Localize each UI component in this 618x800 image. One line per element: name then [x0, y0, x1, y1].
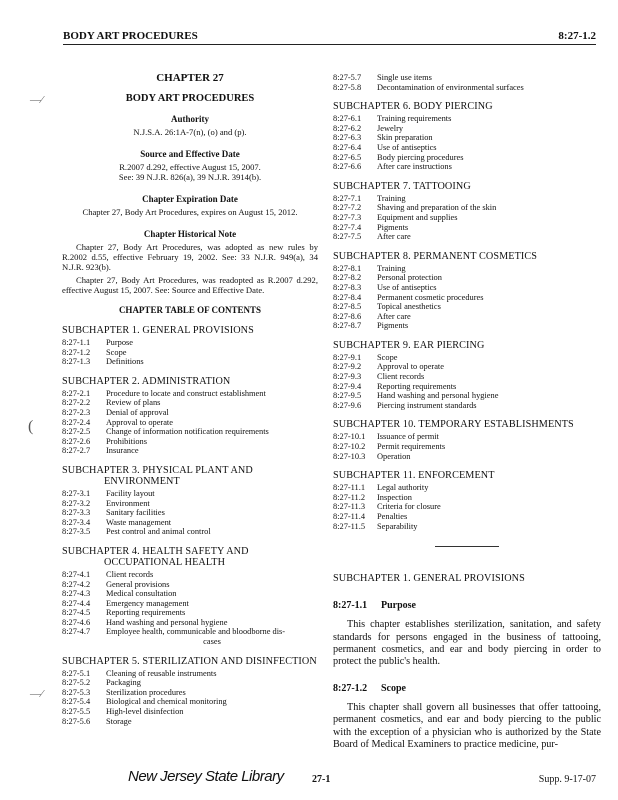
toc-subchapter-title: SUBCHAPTER 2. ADMINISTRATION — [62, 375, 231, 387]
toc-entry-title: Medical consultation — [106, 589, 177, 599]
toc-entry — [62, 589, 318, 599]
toc-entry-number: 8:27-9.3 — [333, 372, 362, 382]
toc-subchapter-title: SUBCHAPTER 8. PERMANENT COSMETICS — [333, 250, 538, 262]
toc-entry — [333, 353, 601, 363]
toc-entry-title: Piercing instrument standards — [377, 400, 477, 410]
toc-entry — [333, 293, 601, 303]
page-number: 27-1 — [312, 774, 331, 785]
toc-entry-number: 8:27-2.1 — [62, 388, 91, 398]
header-section: 8:27-1.2 — [558, 30, 596, 42]
toc-entry-number: 8:27-5.7 — [333, 73, 362, 82]
toc-entry-title: After care — [377, 232, 411, 242]
margin-mark-icon: ( — [28, 418, 34, 435]
scope-text: This chapter shall govern all businesses that offer tattooing, permanent cosmetics, and ear and body piercing to the public with the exception of a physician who is authorized by the State Board of Medical Examiners to practice medicine, pur- — [333, 701, 601, 751]
toc-entry-title: Pest control and animal control — [106, 527, 211, 537]
chapter-number: CHAPTER 27 — [156, 72, 224, 84]
toc-subchapter-title: SUBCHAPTER 4. HEALTH SAFETY AND — [62, 545, 249, 557]
toc-entry-number: 8:27-4.5 — [62, 608, 91, 618]
toc-entry-title: Definitions — [106, 357, 144, 367]
toc-entry — [333, 302, 601, 312]
toc-entry — [62, 489, 318, 499]
toc-entry-title: Penalties — [377, 512, 408, 521]
toc-entry-title: Storage — [106, 716, 132, 726]
toc-subchapter-title: SUBCHAPTER 10. TEMPORARY ESTABLISHMENTS — [333, 419, 574, 431]
toc-entry-number: 8:27-1.2 — [62, 347, 91, 357]
toc-entry-number: 8:27-10.2 — [333, 442, 366, 452]
toc-entry — [62, 678, 318, 688]
toc-entry — [62, 357, 318, 367]
toc-entry-title: Training requirements — [377, 114, 452, 124]
toc-entry-number: 8:27-2.6 — [62, 436, 91, 446]
toc-entry-number: 8:27-5.4 — [62, 697, 91, 707]
toc-entry — [333, 372, 601, 382]
toc-entry-title: Waste management — [106, 517, 172, 527]
toc-entry — [62, 570, 318, 580]
toc-entry-title: Skin preparation — [377, 133, 433, 143]
purpose-text: This chapter establishes sterilization, sanitation, and safety standards for persons engaged in the business of tattooing, permanent cosmetics, and ear and body piercing in order to protect the public's health. — [333, 619, 601, 668]
toc-entry-number: 8:27-8.5 — [333, 302, 362, 312]
toc-entry-number: 8:27-9.5 — [333, 391, 362, 401]
toc-entry — [333, 162, 601, 172]
toc-entry-number: 8:27-8.3 — [333, 282, 362, 292]
toc-entry — [333, 401, 601, 411]
toc-entry-number: 8:27-3.2 — [62, 498, 91, 508]
toc-entry-number: 8:27-1.3 — [62, 357, 91, 367]
library-stamp: New Jersey State Library — [128, 768, 284, 785]
toc-entry — [333, 194, 601, 204]
toc-entry-title: Reporting requirements — [106, 608, 186, 618]
toc-entry — [333, 442, 601, 452]
toc-entry-number: 8:27-3.4 — [62, 517, 91, 527]
toc-entry — [333, 312, 601, 322]
toc-entry — [333, 273, 601, 283]
toc-entry-title: Body piercing procedures — [377, 152, 464, 162]
section-title: Purpose — [381, 600, 416, 612]
toc-entry — [333, 73, 601, 83]
toc-entry-number: 8:27-4.4 — [62, 598, 91, 608]
history-para-2: Chapter 27, Body Art Procedures, was readopted as R.2007 d.292, effective August 15, 2007. See: Source and Effective Date. — [62, 275, 318, 295]
toc-entry-title: Personal protection — [377, 273, 442, 283]
toc-entry-number: 8:27-7.3 — [333, 212, 362, 222]
toc-entry — [333, 483, 601, 493]
toc-entry-number: 8:27-11.2 — [333, 492, 366, 502]
toc-entry-number: 8:27-9.2 — [333, 362, 362, 372]
toc-entry — [62, 527, 318, 537]
toc-entry — [62, 508, 318, 518]
toc-entry-title: After care instructions — [377, 162, 452, 172]
toc-entry — [333, 83, 601, 93]
toc-entry-title: Prohibitions — [106, 436, 147, 446]
authority-text: N.J.S.A. 26:1A-7(n), (o) and (p). — [133, 127, 247, 137]
toc-entry-title: Reporting requirements — [377, 381, 457, 391]
toc-entry-number: 8:27-9.6 — [333, 400, 362, 410]
running-header — [63, 30, 596, 44]
toc-entry-title: Facility layout — [106, 488, 155, 498]
chapter-name: BODY ART PROCEDURES — [125, 93, 255, 104]
toc-entry-number: 8:27-9.4 — [333, 381, 362, 391]
toc-right — [333, 101, 601, 531]
toc-entry-title: After care — [377, 311, 411, 321]
margin-mark-icon: —⁄ — [30, 688, 43, 700]
expiration-text: Chapter 27, Body Art Procedures, expires on August 15, 2012. — [82, 207, 298, 217]
toc-entry-number: 8:27-11.4 — [333, 512, 366, 521]
toc-entry-number: 8:27-10.3 — [333, 451, 366, 461]
toc-entry — [333, 153, 601, 163]
toc-subchapter-title: SUBCHAPTER 6. BODY PIERCING — [333, 101, 493, 113]
toc-entry — [62, 348, 318, 358]
toc-entry-title: Scope — [377, 352, 398, 362]
authority-heading: Authority — [171, 114, 209, 124]
history-heading: Chapter Historical Note — [143, 229, 237, 239]
toc-entry-number: 8:27-6.3 — [333, 133, 362, 143]
toc-entry-number: 8:27-5.8 — [333, 82, 362, 92]
toc-entry-title: High-level disinfection — [106, 707, 184, 717]
toc-entry-number: 8:27-5.5 — [62, 707, 91, 717]
toc-entry-title: Insurance — [106, 446, 139, 456]
toc-entry-number: 8:27-4.2 — [62, 579, 91, 589]
toc-entry-title: Packaging — [106, 678, 141, 688]
toc-entry — [62, 608, 318, 618]
toc-entry-number: 8:27-6.5 — [333, 152, 362, 162]
toc-entry-title: Permanent cosmetic procedures — [377, 292, 484, 302]
toc-entry-number: 8:27-2.2 — [62, 398, 91, 408]
toc-entry-title: Employee health, communicable and bloodborne dis- — [106, 627, 286, 637]
toc-entry-number: 8:27-2.3 — [62, 407, 91, 417]
toc-entry-number: 8:27-5.6 — [62, 716, 91, 726]
toc-entry — [333, 321, 601, 331]
toc-entry-title: Jewelry — [377, 123, 404, 133]
toc-entry — [62, 427, 318, 437]
toc-entry-number: 8:27-7.2 — [333, 203, 362, 213]
toc-entry-number: 8:27-9.1 — [333, 352, 362, 362]
header-rule — [63, 44, 596, 45]
toc-entry — [333, 232, 601, 242]
toc-entry — [333, 283, 601, 293]
toc-entry-number: 8:27-8.7 — [333, 321, 362, 331]
toc-entry-number: 8:27-7.4 — [333, 222, 362, 232]
section-title: Scope — [381, 682, 406, 694]
toc-entry — [62, 717, 318, 727]
toc-entry — [333, 223, 601, 233]
toc-subchapter-title: SUBCHAPTER 7. TATTOOING — [333, 180, 471, 192]
toc-subchapter-title: SUBCHAPTER 3. PHYSICAL PLANT AND — [62, 464, 253, 476]
toc-entry — [333, 362, 601, 372]
toc-entry-title: Topical anesthetics — [377, 302, 441, 312]
toc-entry-title: Emergency management — [106, 598, 189, 608]
toc-entry — [333, 512, 601, 522]
toc-entry-number: 8:27-2.7 — [62, 446, 91, 456]
toc-entry-title: Single use items — [377, 73, 432, 82]
toc-entry — [62, 618, 318, 628]
toc-entry-number: 8:27-2.4 — [62, 417, 91, 427]
toc-entry-number: 8:27-7.5 — [333, 232, 362, 242]
toc-entry — [62, 446, 318, 456]
toc-entry-number: 8:27-10.1 — [333, 432, 366, 442]
toc-entry-number: 8:27-4.7 — [62, 627, 91, 637]
toc-entry-number: 8:27-6.2 — [333, 123, 362, 133]
toc-entry-number: 8:27-2.5 — [62, 427, 91, 437]
toc-entry-title: Approval to operate — [377, 362, 444, 372]
toc-entry-title: Shaving and preparation of the skin — [377, 203, 497, 213]
toc-entry-title: Operation — [377, 451, 411, 461]
toc-subchapter-title: SUBCHAPTER 5. STERILIZATION AND DISINFECTION — [62, 655, 317, 667]
toc-entry — [62, 408, 318, 418]
toc-entry — [62, 637, 318, 647]
toc-entry — [333, 522, 601, 532]
toc-entry-title: Denial of approval — [106, 407, 169, 417]
toc-entry-title: Sterilization procedures — [106, 687, 186, 697]
toc-entry-number: 8:27-4.6 — [62, 617, 91, 627]
toc-entry — [333, 143, 601, 153]
toc-entry — [62, 688, 318, 698]
toc-entry-title: Client records — [106, 569, 154, 579]
toc-entry-number: 8:27-1.1 — [62, 338, 91, 347]
toc-entry — [62, 499, 318, 509]
toc-entry-number: 8:27-11.3 — [333, 502, 366, 512]
toc-entry — [333, 502, 601, 512]
toc-entry-number: 8:27-3.3 — [62, 508, 91, 518]
toc-entry — [62, 418, 318, 428]
toc-entry-title: Pigments — [377, 222, 409, 232]
toc-entry-number: 8:27-5.2 — [62, 678, 91, 688]
toc-entry-number: 8:27-5.3 — [62, 687, 91, 697]
toc-entry-number: 8:27-4.3 — [62, 589, 91, 599]
toc-entry-number: 8:27-6.6 — [333, 162, 362, 172]
toc-entry — [333, 203, 601, 213]
toc-heading: CHAPTER TABLE OF CONTENTS — [118, 305, 262, 315]
toc-entry-title: cases — [203, 637, 221, 647]
toc-entry — [62, 389, 318, 399]
toc-entry — [62, 599, 318, 609]
supplement-date: Supp. 9-17-07 — [538, 774, 596, 785]
source-line-2: See: 39 N.J.R. 826(a), 39 N.J.R. 3914(b). — [118, 172, 262, 182]
right-column — [333, 73, 601, 751]
toc-entry-title: General provisions — [106, 579, 170, 589]
toc-left — [62, 325, 318, 726]
body-subchapter-title: SUBCHAPTER 1. GENERAL PROVISIONS — [333, 573, 525, 585]
toc-entry — [333, 133, 601, 143]
section-separator — [435, 546, 499, 547]
source-heading: Source and Effective Date — [140, 149, 240, 159]
toc-entry-number: 8:27-3.5 — [62, 527, 91, 537]
toc-entry — [333, 213, 601, 223]
toc-entry — [62, 697, 318, 707]
toc-right-continued — [333, 73, 601, 92]
toc-entry — [333, 382, 601, 392]
toc-subchapter-title-cont: OCCUPATIONAL HEALTH — [104, 556, 226, 568]
toc-entry-number: 8:27-6.1 — [333, 114, 362, 124]
toc-entry — [62, 398, 318, 408]
toc-entry-title: Separability — [377, 521, 418, 531]
toc-entry-title: Legal authority — [377, 483, 429, 493]
toc-entry — [333, 493, 601, 503]
toc-entry-title: Issuance of permit — [377, 432, 439, 442]
toc-entry-title: Client records — [377, 372, 425, 382]
toc-entry-title: Cleaning of reusable instruments — [106, 668, 217, 678]
toc-entry-number: 8:27-4.1 — [62, 569, 91, 579]
toc-entry-title: Change of information notification requirements — [106, 427, 269, 437]
left-column — [62, 72, 318, 726]
toc-entry-title: Scope — [106, 347, 127, 357]
section-heading-scope — [333, 683, 601, 694]
toc-entry-title: Approval to operate — [106, 417, 173, 427]
toc-entry-title: Use of antiseptics — [377, 142, 437, 152]
toc-entry-title: Training — [377, 263, 406, 273]
toc-entry-title: Biological and chemical monitoring — [106, 697, 227, 707]
toc-entry-title: Use of antiseptics — [377, 282, 437, 292]
header-title: BODY ART PROCEDURES — [63, 30, 198, 42]
toc-entry — [62, 338, 318, 348]
toc-entry — [62, 707, 318, 717]
toc-entry-number — [62, 637, 106, 647]
toc-entry — [62, 437, 318, 447]
expiration-heading: Chapter Expiration Date — [142, 194, 238, 204]
toc-entry — [62, 580, 318, 590]
toc-entry-title: Purpose — [106, 338, 133, 347]
section-number: 8:27-1.2 — [333, 682, 368, 694]
section-heading-purpose — [333, 600, 601, 611]
toc-entry — [333, 452, 601, 462]
toc-entry-title: Hand washing and personal hygiene — [106, 617, 228, 627]
toc-subchapter-title: SUBCHAPTER 9. EAR PIERCING — [333, 339, 485, 351]
source-line-1: R.2007 d.292, effective August 15, 2007. — [119, 162, 261, 172]
toc-entry — [333, 124, 601, 134]
toc-subchapter-title-cont: ENVIRONMENT — [104, 475, 180, 487]
toc-entry — [62, 669, 318, 679]
toc-entry-title: Permit requirements — [377, 442, 446, 452]
toc-entry — [333, 391, 601, 401]
toc-entry — [333, 432, 601, 442]
toc-entry-title: Environment — [106, 498, 150, 508]
toc-entry-number: 8:27-8.2 — [333, 273, 362, 283]
toc-entry-title: Training — [377, 193, 406, 203]
margin-mark-icon: —⁄ — [30, 94, 43, 106]
toc-entry-title: Pigments — [377, 321, 409, 331]
toc-entry-number: 8:27-7.1 — [333, 193, 362, 203]
toc-entry-number: 8:27-11.1 — [333, 483, 366, 493]
toc-subchapter-title: SUBCHAPTER 1. GENERAL PROVISIONS — [62, 325, 254, 336]
toc-entry-number: 8:27-5.1 — [62, 668, 91, 678]
toc-entry — [333, 114, 601, 124]
toc-entry-title: Decontamination of environmental surfaces — [377, 82, 524, 92]
toc-entry-title: Criteria for closure — [377, 502, 441, 512]
toc-entry-number: 8:27-11.5 — [333, 521, 366, 531]
toc-entry-title: Procedure to locate and construct establishment — [106, 388, 266, 398]
section-number: 8:27-1.1 — [333, 600, 368, 612]
toc-entry-title: Inspection — [377, 492, 412, 502]
toc-entry — [62, 627, 318, 637]
toc-entry-title: Equipment and supplies — [377, 212, 458, 222]
toc-subchapter-title: SUBCHAPTER 11. ENFORCEMENT — [333, 470, 495, 482]
toc-entry-title: Review of plans — [106, 398, 161, 408]
toc-entry-number: 8:27-8.1 — [333, 263, 362, 273]
toc-entry-number: 8:27-8.4 — [333, 292, 362, 302]
toc-entry-number: 8:27-6.4 — [333, 142, 362, 152]
toc-entry-number: 8:27-8.6 — [333, 311, 362, 321]
toc-entry-title: Sanitary facilities — [106, 508, 165, 518]
toc-entry — [62, 518, 318, 528]
toc-entry — [333, 264, 601, 274]
toc-entry-number: 8:27-3.1 — [62, 488, 91, 498]
toc-entry-title: Hand washing and personal hygiene — [377, 391, 499, 401]
history-para-1: Chapter 27, Body Art Procedures, was adopted as new rules by R.2002 d.55, effective February 19, 2002. See: 33 N.J.R. 949(a), 34 N.J.R. 923(b). — [62, 242, 318, 272]
